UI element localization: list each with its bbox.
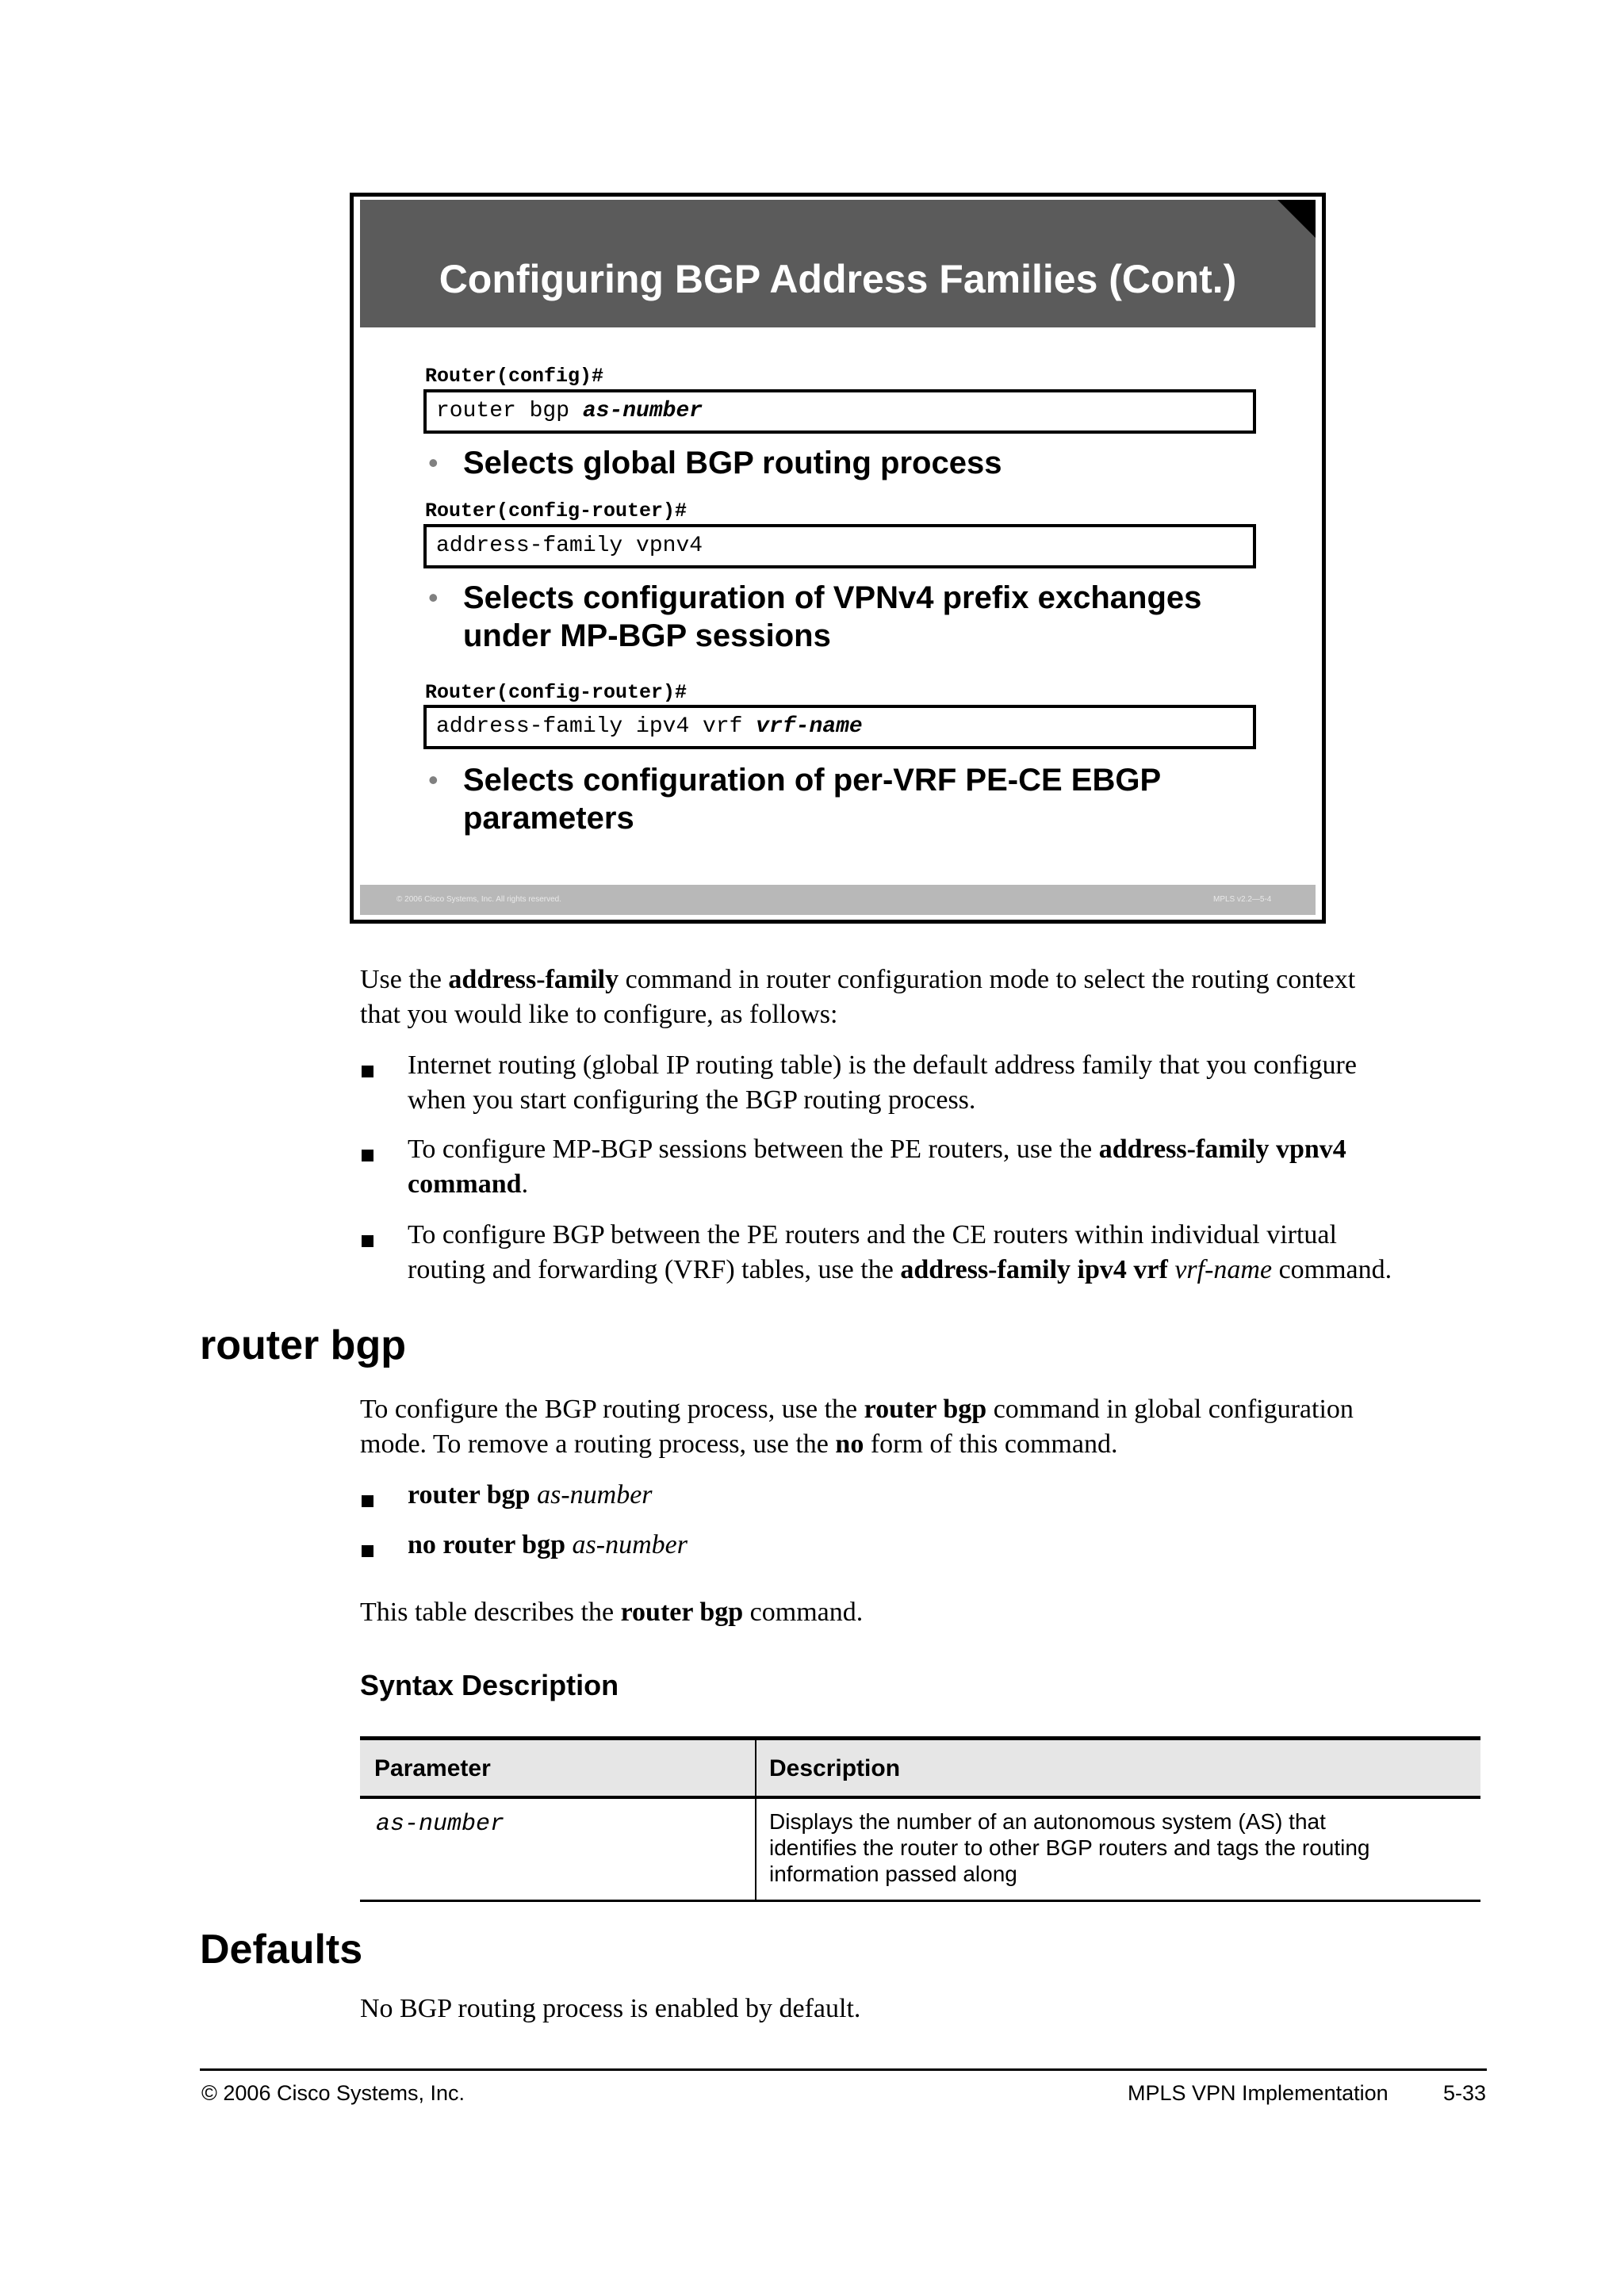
table-column-divider — [755, 1740, 756, 1901]
command-box-router-bgp — [423, 389, 1256, 434]
bullet-dot: • — [428, 763, 439, 796]
slide-bullet-1: Selects global BGP routing process — [463, 446, 1002, 480]
syntax-item-no-router-bgp: no router bgp as-number — [408, 1530, 688, 1559]
page-number: 5-33 — [1443, 2081, 1487, 2105]
intro-list-item-1-line1: Internet routing (global IP routing table) is the default address family that you configure — [408, 1050, 1357, 1080]
intro-list-item-3-line2: routing and forwarding (VRF) tables, use the address-family ipv4 vrf vrf-name command. — [408, 1255, 1392, 1284]
router-bgp-paragraph-line1: To configure the BGP routing process, use the router bgp command in global configuration — [360, 1395, 1354, 1424]
defaults-text: No BGP routing process is enabled by default. — [360, 1994, 861, 2023]
command-box-address-family-ipv4-vrf — [423, 705, 1256, 749]
page-footer-copyright: © 2006 Cisco Systems, Inc. — [201, 2081, 465, 2105]
command-box-address-family-vpnv4 — [423, 524, 1256, 568]
section-heading-defaults: Defaults — [200, 1927, 363, 1973]
command-text: address-family ipv4 vrf — [436, 714, 756, 739]
slide-title: Configuring BGP Address Families (Cont.) — [439, 257, 1237, 301]
table-top-rule — [360, 1736, 1480, 1740]
command-text: router bgp — [436, 399, 583, 423]
command-argument: as-number — [582, 399, 703, 423]
square-bullet-icon — [362, 1545, 373, 1557]
slide-footer-copyright: © 2006 Cisco Systems, Inc. All rights reserved. — [396, 895, 562, 904]
intro-list-item-2-line2: command. — [408, 1169, 529, 1199]
syntax-item-router-bgp: router bgp as-number — [408, 1480, 653, 1510]
table-bottom-rule — [360, 1900, 1480, 1902]
table-header-parameter: Parameter — [374, 1755, 491, 1781]
prompt-config-router: Router(config-router)# — [425, 681, 688, 704]
intro-list-item-3-line1: To configure BGP between the PE routers and the CE routers within individual virtual — [408, 1220, 1337, 1249]
page-footer-rule — [200, 2068, 1487, 2071]
square-bullet-icon — [362, 1150, 373, 1161]
table-header-description: Description — [769, 1755, 901, 1781]
table-intro-text: This table describes the router bgp command. — [360, 1598, 864, 1627]
slide-footer-code: MPLS v2.2—5-4 — [1213, 895, 1272, 904]
square-bullet-icon — [362, 1495, 373, 1507]
bullet-dot: • — [428, 446, 439, 479]
router-bgp-paragraph-line2: mode. To remove a routing process, use the no form of this command. — [360, 1429, 1118, 1459]
table-cell-parameter: as-number — [376, 1811, 505, 1838]
page-footer-title: MPLS VPN Implementation — [1128, 2081, 1388, 2105]
command-text: address-family vpnv4 — [436, 534, 703, 558]
slide-corner-triangle — [1277, 200, 1316, 238]
prompt-config-router: Router(config-router)# — [425, 499, 688, 522]
intro-list-item-1-line2: when you start configuring the BGP routing process. — [408, 1085, 976, 1115]
intro-paragraph-line1: Use the address-family command in router configuration mode to select the routing context — [360, 965, 1356, 994]
slide-bullet-2-line1: Selects configuration of VPNv4 prefix exchanges — [463, 580, 1202, 615]
prompt-config: Router(config)# — [425, 365, 604, 388]
slide-bullet-2-line2: under MP-BGP sessions — [463, 618, 831, 653]
table-header-rule — [360, 1796, 1480, 1799]
intro-list-item-2-line1: To configure MP-BGP sessions between the PE routers, use the address-family vpnv4 — [408, 1135, 1346, 1164]
section-heading-router-bgp: router bgp — [200, 1322, 406, 1368]
slide-bullet-3-line1: Selects configuration of per-VRF PE-CE EBGP — [463, 763, 1162, 798]
table-cell-description: Displays the number of an autonomous system (AS) that identifies the router to other BGP routers and tags the routing information passed along — [769, 1809, 1370, 1886]
command-argument: vrf-name — [756, 714, 863, 739]
bullet-dot: • — [428, 581, 439, 614]
table-header-row — [360, 1740, 1480, 1796]
syntax-description-heading: Syntax Description — [360, 1669, 619, 1701]
square-bullet-icon — [362, 1235, 373, 1247]
square-bullet-icon — [362, 1066, 373, 1077]
intro-paragraph-line2: that you would like to configure, as follows: — [360, 1000, 838, 1029]
slide-bullet-3-line2: parameters — [463, 801, 634, 836]
